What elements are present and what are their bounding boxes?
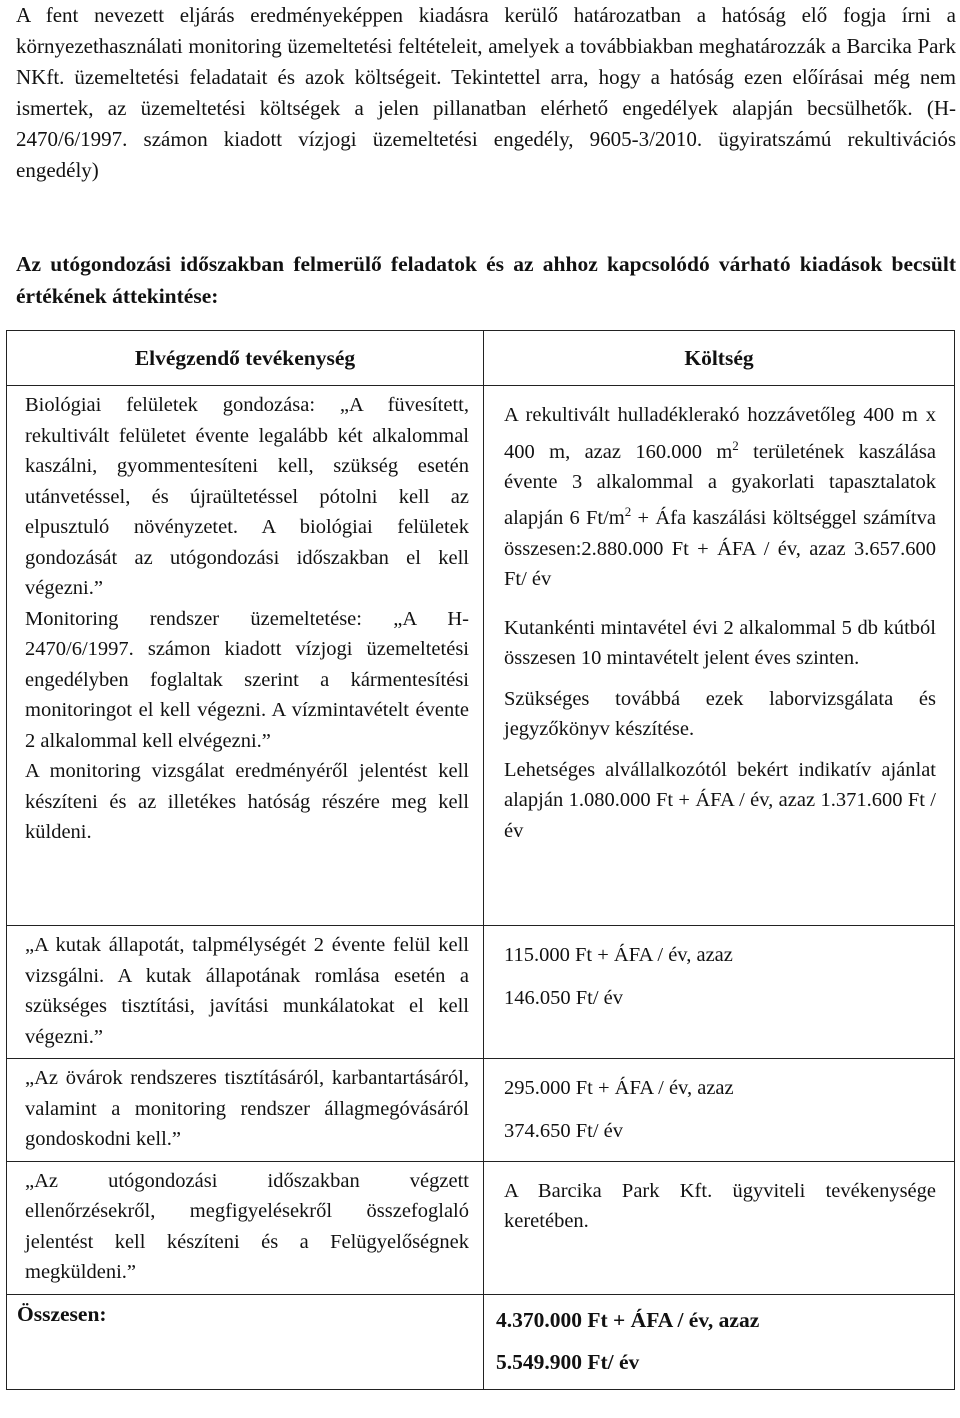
total-label-cell — [7, 1294, 484, 1389]
cost-text-sampling: Kutankénti mintavétel évi 2 alkalommal 5 db kútból összesen 10 mintavételt jelent éves szinten. — [504, 616, 936, 670]
section-heading: Az utógondozási időszakban felmerülő feladatok és az ahhoz kapcsolódó várható kiadások becsült értékének áttekintése: — [16, 252, 956, 308]
cost-line: 115.000 Ft + ÁFA / év, azaz — [504, 944, 733, 966]
total-value-cell — [484, 1294, 955, 1389]
cost-line: 374.650 Ft/ év — [504, 1119, 624, 1142]
superscript-two: 2 — [624, 504, 632, 520]
activity-cell — [7, 926, 484, 1059]
activity-text-report: A monitoring vizsgálat eredményéről jelentést kell készíteni és az illetékes hatóság részére meg kell küldeni. — [25, 760, 469, 843]
table-header-row — [7, 331, 955, 386]
superscript-two: 2 — [732, 437, 739, 453]
total-value-line: 4.370.000 Ft + ÁFA / év, azaz — [496, 1307, 760, 1332]
cost-text-offer: Lehetséges alvállalkozótól bekért indikatív ajánlat alapján 1.080.000 Ft + ÁFA / év, azaz 1.371.600 Ft / év — [504, 758, 936, 842]
cost-cell — [484, 1059, 955, 1162]
cost-table — [6, 330, 955, 1390]
activity-text-bio: Biológiai felületek gondozása: „A füvesített, rekultivált felületet évente legalább két alkalommal kaszálni, gyommentesíteni kell, szükség esetén utánvetéssel, és újraültetéssel pótolni kell az elpusztuló növényzetet. A biológiai felületek gondozását az utógondozási időszakban el kell végezni.” — [25, 394, 469, 599]
table-row — [7, 386, 955, 926]
cost-line: 295.000 Ft + ÁFA / év, azaz — [504, 1077, 734, 1099]
activity-cell — [7, 386, 484, 926]
activity-cell — [7, 1161, 484, 1294]
column-header-activity: Elvégzendő tevékenység — [7, 331, 484, 386]
cost-text-admin: A Barcika Park Kft. ügyviteli tevékenysége keretében. — [504, 1179, 936, 1232]
cost-text-mowing — [504, 400, 936, 595]
activity-text-summary-report: „Az utógondozási időszakban végzett ellenőrzésekről, megfigyelésekről összefoglaló jelentést kell készíteni és a Felügyelőségnek megküldeni.” — [25, 1169, 469, 1283]
total-label: Összesen: — [17, 1301, 107, 1326]
cost-text-mowing-part1: A rekultivált hulladéklerakó hozzávetőleg 400 m x 400 m, azaz 160.000 m — [504, 404, 936, 463]
activity-text-monitoring: Monitoring rendszer üzemeltetése: „A H-2470/6/1997. számon kiadott vízjogi üzemeltetési engedélyben foglaltak szerint a kármentesítési monitoringot el kell végezni. A vízmintavételt évente 2 alkalommal kell elvégezni.” — [25, 607, 469, 752]
table-row — [7, 1161, 955, 1294]
activity-cell — [7, 1059, 484, 1162]
cost-text-mowing-part2: területének kaszálása évente 3 alkalommal a gyakorlati tapasztalatok alapján 6 Ft/m — [504, 440, 936, 530]
activity-text-ditch: „Az övárok rendszeres tisztításáról, karbantartásáról, valamint a monitoring rendszer állagmegóvásáról gondoskodni kell.” — [25, 1067, 469, 1150]
cost-text-lab: Szükséges továbbá ezek laborvizsgálata és jegyzőkönyv készítése. — [504, 687, 936, 741]
cost-cell — [484, 386, 955, 926]
cost-cell — [484, 1161, 955, 1294]
table-row — [7, 926, 955, 1059]
total-value-line: 5.549.900 Ft/ év — [496, 1349, 640, 1374]
cost-cell — [484, 926, 955, 1059]
cost-line: 146.050 Ft/ év — [504, 986, 624, 1009]
table-total-row — [7, 1294, 955, 1389]
cost-text-mowing-part3: + Áfa kaszálási költséggel számítva összesen:2.880.000 Ft + ÁFA / év, azaz 3.657.600 Ft/ év — [504, 507, 936, 591]
column-header-cost: Költség — [484, 331, 955, 386]
intro-paragraph: A fent nevezett eljárás eredményeképpen kiadásra kerülő határozatban a hatóság elő fogja írni a környezethasználati monitoring üzemeltetési feltételeit, amelyek a továbbiakban meghatározzák a Barcika Park NKft. üzemeltetési feladatait és azok költségeit. Tekintettel arra, hogy a hatóság ezen előírásai még nem ismertek, az üzemeltetési költségek a jelen pillanatban elérhető engedélyek alapján becsülhetők. (H-2470/6/1997. számon kiadott vízjogi üzemeltetési engedély, 9605-3/2010. ügyiratszámú rekultivációs engedély) — [16, 3, 956, 182]
table-row — [7, 1059, 955, 1162]
activity-text-wells: „A kutak állapotát, talpmélységét 2 évente felül kell vizsgálni. A kutak állapotának romlása esetén a szükséges tisztítási, javítási munkálatokat el kell végezni.” — [25, 934, 469, 1048]
